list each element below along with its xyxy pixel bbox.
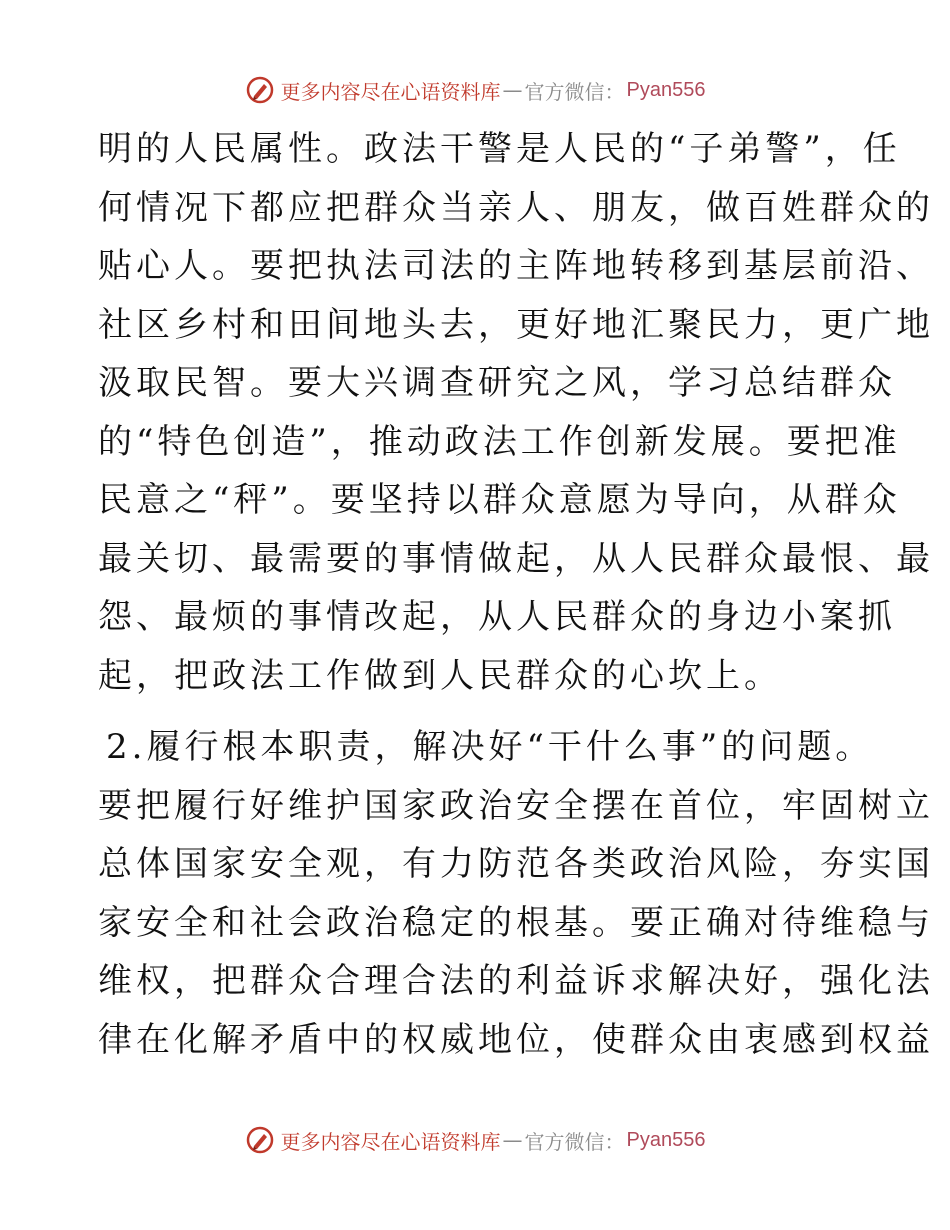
text-line: 贴心人。要把执法司法的主阵地转移到基层前沿、 [98, 246, 934, 286]
text-line: 要把履行好维护国家政治安全摆在首位，牢固树立 [98, 785, 934, 826]
paragraph-2 [98, 718, 934, 1069]
watermark-separator: — [502, 78, 523, 102]
section-heading-line: 2.履行根本职责，解决好“干什么事”的问题。 [106, 727, 874, 767]
pen-circle-logo-icon [245, 75, 275, 105]
watermark-separator: — [502, 1128, 523, 1152]
watermark-main-text: 更多内容尽在心语资料库 [280, 1129, 501, 1154]
text-line: 怨、最烦的事情改起，从人民群众的身边小案抓 [98, 597, 896, 637]
text-line: 维权，把群众合理合法的利益诉求解决好，强化法 [98, 961, 934, 1001]
text-line: 民意之“秤”。要坚持以群众意愿为导向，从群众 [98, 480, 901, 520]
text-line: 律在化解矛盾中的权威地位，使群众由衷感到权益 [98, 1019, 934, 1060]
text-line: 明的人民属性。政法干警是人民的“子弟警”，任 [98, 129, 901, 169]
footer-watermark [0, 1120, 950, 1160]
watermark-main-text: 更多内容尽在心语资料库 [280, 79, 501, 104]
text-line: 总体国家安全观，有力防范各类政治风险，夯实国 [98, 844, 934, 884]
text-line: 汲取民智。要大兴调查研究之风，学习总结群众 [98, 363, 896, 403]
watermark-official-label: 官方微信： [524, 79, 625, 104]
text-line: 最关切、最需要的事情做起，从人民群众最恨、最 [98, 538, 934, 579]
watermark-account-id: Pyan556 [626, 1128, 706, 1151]
document-body [98, 120, 934, 1069]
watermark-official-label: 官方微信： [524, 1129, 625, 1154]
text-line: 何情况下都应把群众当亲人、朋友，做百姓群众的 [98, 187, 934, 228]
text-line: 的“特色创造”，推动政法工作创新发展。要把准 [98, 421, 901, 462]
header-watermark [0, 70, 950, 110]
text-line: 起，把政法工作做到人民群众的心坎上。 [98, 655, 782, 696]
text-line: 社区乡村和田间地头去，更好地汇聚民力，更广地 [98, 304, 934, 345]
watermark-account-id: Pyan556 [626, 78, 706, 101]
paragraph-1 [98, 120, 934, 705]
pen-circle-logo-icon [245, 1125, 275, 1155]
text-line: 家安全和社会政治稳定的根基。要正确对待维稳与 [98, 902, 934, 943]
